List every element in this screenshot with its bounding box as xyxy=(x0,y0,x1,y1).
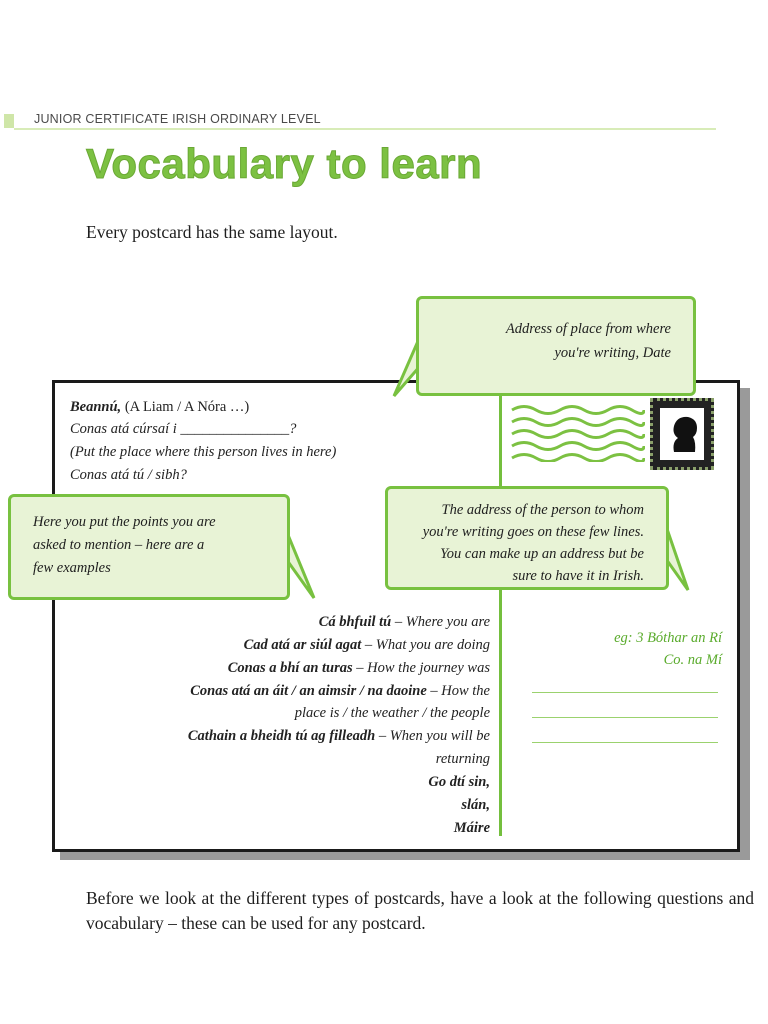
closing-line: slán, xyxy=(461,797,490,813)
header-tab-marker xyxy=(4,114,14,128)
callout-points-line: Here you put the points you are xyxy=(33,514,216,530)
vocab-item: Conas a bhí an turas – How the journey was xyxy=(227,660,490,676)
callout-points-line: asked to mention – here are a xyxy=(33,537,205,553)
callout-recipient-line: The address of the person to whom xyxy=(441,502,644,518)
greeting-rest: (A Liam / A Nóra …) xyxy=(121,399,250,415)
callout-points-line: few examples xyxy=(33,560,111,576)
vocab-irish: Conas atá an áit / an aimsir / na daoine xyxy=(190,683,427,699)
postcard-divider xyxy=(499,392,502,836)
vocab-english: When you will be xyxy=(389,728,490,744)
vocab-item: Conas atá an áit / an aimsir / na daoine – How the xyxy=(190,683,490,699)
greeting-line xyxy=(70,399,249,416)
signature: Máire xyxy=(453,820,490,836)
callout-points xyxy=(8,494,290,600)
closing-line: Go dtí sin, xyxy=(428,774,490,790)
vocab-english: What you are doing xyxy=(375,637,490,653)
vocab-english: How the xyxy=(441,683,490,699)
vocab-irish: Cathain a bheidh tú ag filleadh xyxy=(187,728,376,744)
vocab-english: How the journey was xyxy=(367,660,490,676)
callout-recipient-line: you're writing goes on these few lines. xyxy=(422,524,644,540)
greeting-question-line: Conas atá tú / sibh? xyxy=(70,467,187,483)
head-silhouette-icon xyxy=(660,408,704,460)
callout-recipient-line: sure to have it in Irish. xyxy=(512,568,644,584)
vocab-item: Cathain a bheidh tú ag filleadh – When you will be xyxy=(187,728,490,744)
page-title: Vocabulary to learn xyxy=(86,140,483,187)
vocab-irish: Cá bhfuil tú xyxy=(318,614,392,630)
outro-paragraph: Before we look at the different types of postcards, have a look at the following questions and vocabulary – these can be used for any postcard. xyxy=(86,888,754,933)
callout-sender-line: Address of place from where xyxy=(505,321,671,337)
vocab-irish: Conas a bhí an turas xyxy=(227,660,353,676)
address-line xyxy=(532,692,718,693)
vocab-item: Cad atá ar siúl agat – What you are doing xyxy=(243,637,490,653)
callout-recipient-address xyxy=(385,486,669,590)
address-example-line: eg: 3 Bóthar an Rí xyxy=(614,630,722,646)
address-example-line: Co. na Mí xyxy=(663,652,722,668)
address-line xyxy=(532,742,718,743)
vocab-continuation: returning xyxy=(435,751,490,767)
running-header: JUNIOR CERTIFICATE IRISH ORDINARY LEVEL xyxy=(34,112,321,126)
callout-sender-address xyxy=(416,296,696,396)
stamp-icon xyxy=(650,398,714,470)
callout-sender-line: you're writing, Date xyxy=(554,345,671,361)
question-line: Conas atá cúrsaí i _______________? xyxy=(70,421,297,437)
instruction-line: (Put the place where this person lives in here) xyxy=(70,444,337,460)
address-line xyxy=(532,717,718,718)
postmark-waves-icon xyxy=(510,402,645,462)
vocab-item: Cá bhfuil tú – Where you are xyxy=(318,614,490,630)
greeting-name: Beannú, xyxy=(70,399,122,415)
intro-text: Every postcard has the same layout. xyxy=(86,222,338,242)
vocab-continuation: place is / the weather / the people xyxy=(294,705,490,721)
vocab-english: Where you are xyxy=(405,614,490,630)
stamp-portrait xyxy=(660,408,704,460)
vocab-irish: Cad atá ar siúl agat xyxy=(243,637,362,653)
header-rule xyxy=(14,128,716,130)
callout-recipient-line: You can make up an address but be xyxy=(440,546,644,562)
